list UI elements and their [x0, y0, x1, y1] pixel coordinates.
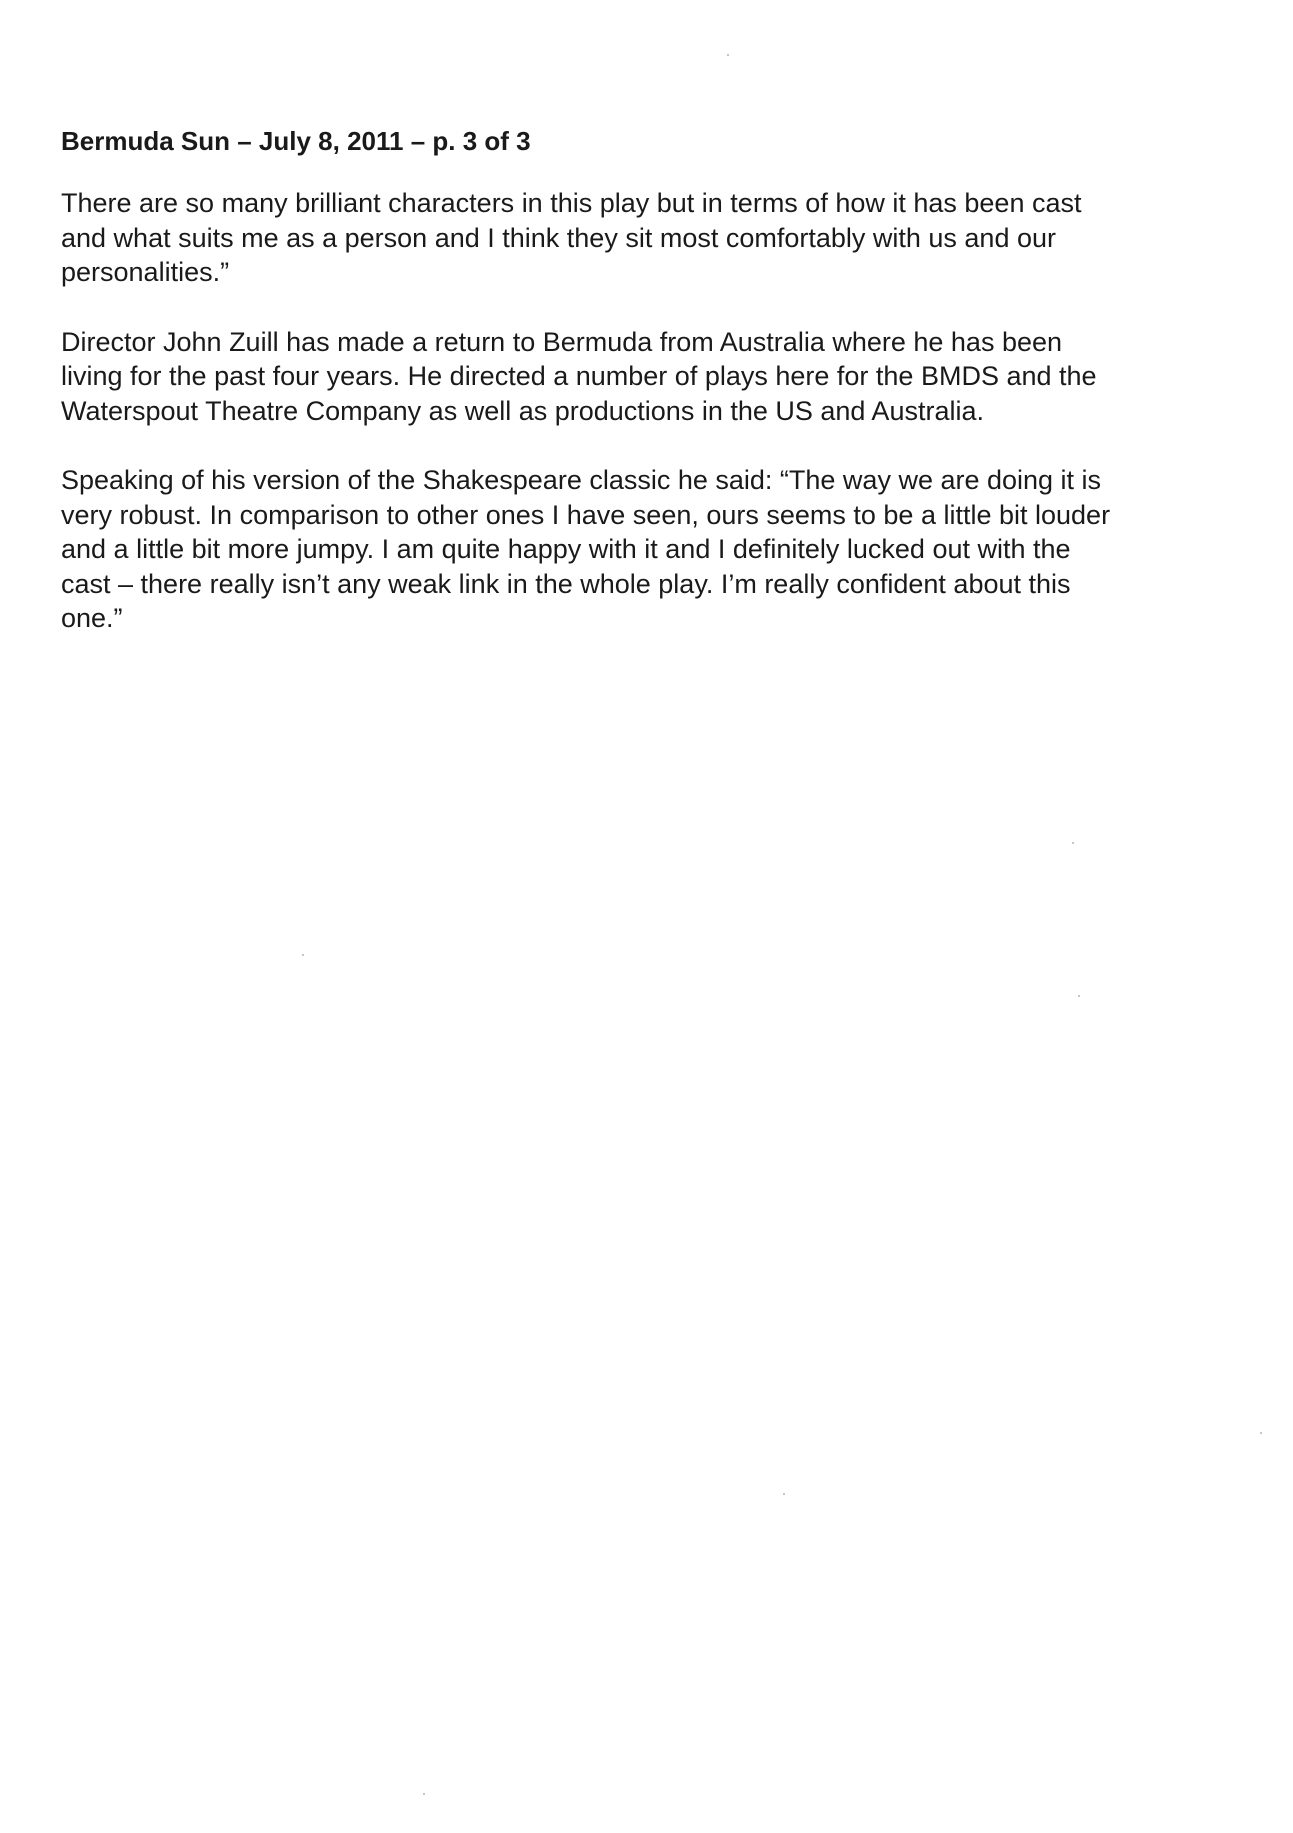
scan-speck [783, 1493, 785, 1495]
paragraph-line: one.” [61, 603, 123, 633]
paragraph-line: and what suits me as a person and I think they sit most comfortably with us and our [61, 222, 1056, 253]
paragraph-line: personalities.” [61, 257, 230, 287]
scan-speck [423, 1793, 425, 1795]
paragraph-line: Waterspout Theatre Company as well as productions in the US and Australia. [61, 395, 984, 426]
paragraph-line: cast – there really isn’t any weak link in the whole play. I’m really confident about this [61, 568, 1071, 599]
scan-speck [727, 54, 729, 56]
scan-speck [302, 954, 304, 956]
paragraph-line: There are so many brilliant characters in this play but in terms of how it has been cast [61, 188, 1082, 218]
document-header: Bermuda Sun – July 8, 2011 – p. 3 of 3 [61, 126, 531, 156]
paragraph-line: and a little bit more jumpy. I am quite happy with it and I definitely lucked out with the [61, 534, 1071, 564]
paragraph-line: very robust. In comparison to other ones I have seen, ours seems to be a little bit louder [61, 499, 1111, 530]
paragraph-line: Speaking of his version of the Shakespeare classic he said: “The way we are doing it is [61, 465, 1102, 495]
paragraph-3 [61, 463, 1261, 636]
paragraph-line: Director John Zuill has made a return to Bermuda from Australia where he has been [61, 326, 1063, 357]
paragraph-2 [61, 325, 1261, 429]
paragraph-line: living for the past four years. He directed a number of plays here for the BMDS and the [61, 361, 1097, 391]
scan-speck [1078, 995, 1080, 997]
paragraph-1 [61, 186, 1261, 290]
scan-speck [1260, 1432, 1262, 1434]
document-body [61, 124, 1261, 671]
scan-speck [1072, 842, 1074, 844]
